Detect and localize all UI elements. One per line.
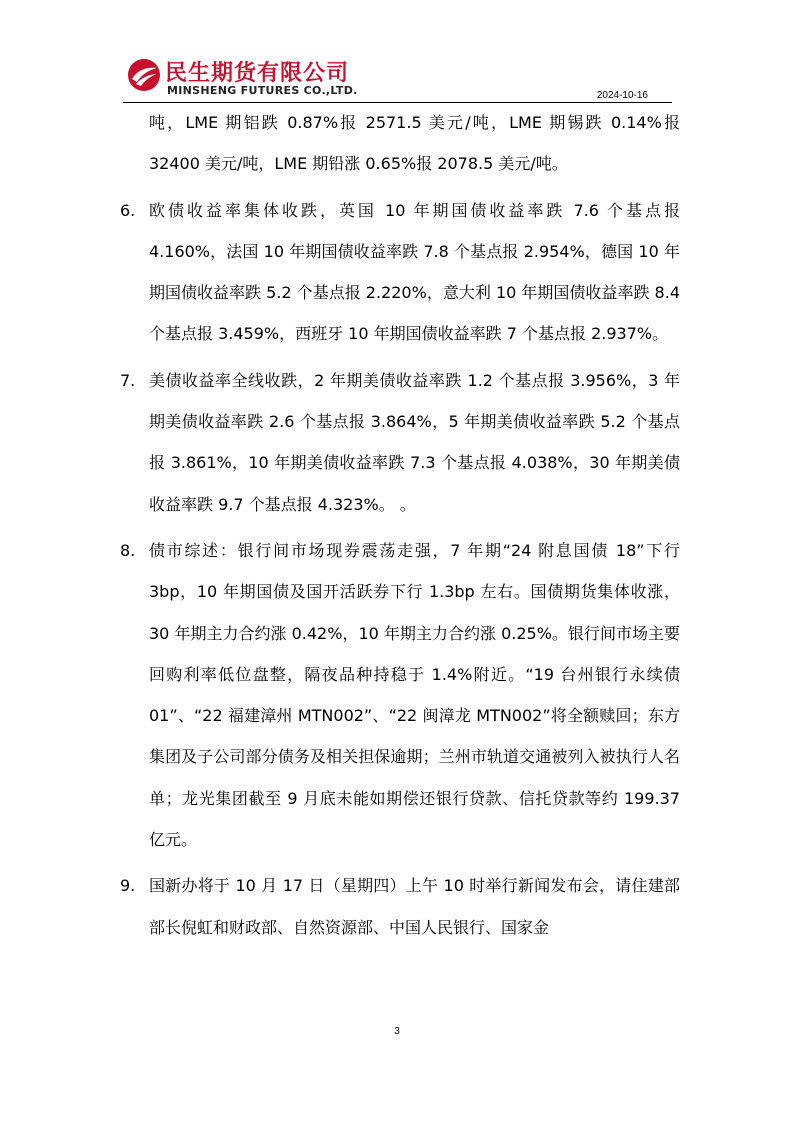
paragraph-text: 国新办将于 10 月 17 日（星期四）上午 10 时举行新闻发布会，请住建部部长倪虹和财政部、自然资源部、中国人民银行、国家金 — [149, 876, 680, 937]
paragraph-text: 债市综述：银行间市场现券震荡走强，7 年期“24 附息国债 18”下行 3bp，10 年期国债及国开活跃券下行 1.3bp 左右。国债期货集体收涨，30 年期主力合约涨 0.42%，10 年期主力合约涨 0.25%。银行间市场主要回购利率低位盘整，隔夜品种持稳于 1.4%附近。“19 台州银行永续债 01”、“22 福建漳州 MTN002”、“22 闽漳龙 MTN002”将全额赎回；东方集团及子公司部分债务及相关担保逾期；兰州市轨道交通被列入被执行人名单；龙光集团截至 9 月底未能如期偿还银行贷款、信托贷款等约 199.37 亿元。 — [149, 540, 680, 850]
paragraph-text: 吨，LME 期铝跌 0.87%报 2571.5 美元/吨，LME 期锡跌 0.14%报 32400 美元/吨，LME 期铅涨 0.65%报 2078.5 美元/吨。 — [149, 113, 680, 174]
list-number: 7. — [120, 370, 136, 390]
page-header — [123, 52, 672, 102]
page-number: 3 — [394, 1026, 400, 1037]
list-item-6 — [120, 190, 680, 355]
report-date: 2024-10-16 — [596, 90, 648, 101]
list-number: 9. — [120, 876, 136, 896]
list-item-9 — [120, 865, 680, 948]
paragraph-text: 欧债收益率集体收跌，英国 10 年期国债收益率跌 7.6 个基点报 4.160%，法国 10 年期国债收益率跌 7.8 个基点报 2.954%，德国 10 年期国债收益率跌 5.2 个基点报 2.220%，意大利 10 年期国债收益率跌 8.4 个基点报 3.459%，西班牙 10 年期国债收益率跌 7 个基点报 2.937%。 — [149, 200, 680, 344]
paragraph-text: 美债收益率全线收跌，2 年期美债收益率跌 1.2 个基点报 3.956%，3 年期美债收益率跌 2.6 个基点报 3.864%，5 年期美债收益率跌 5.2 个基点报 3.861%，10 年期美债收益率跌 7.3 个基点报 4.038%，30 年期美债收益率跌 9.7 个基点报 4.323%。 。 — [149, 370, 680, 514]
list-item-7 — [120, 360, 680, 525]
list-item-8 — [120, 530, 680, 860]
list-number: 6. — [120, 200, 136, 220]
minsheng-logo-icon — [127, 58, 161, 92]
paragraph-continued — [120, 102, 680, 185]
document-body — [120, 102, 680, 948]
company-name-cn: 民生期货有限公司 — [165, 61, 350, 86]
company-name-en: MINSHENG FUTURES CO.,LTD. — [167, 84, 358, 97]
list-number: 8. — [120, 540, 136, 560]
